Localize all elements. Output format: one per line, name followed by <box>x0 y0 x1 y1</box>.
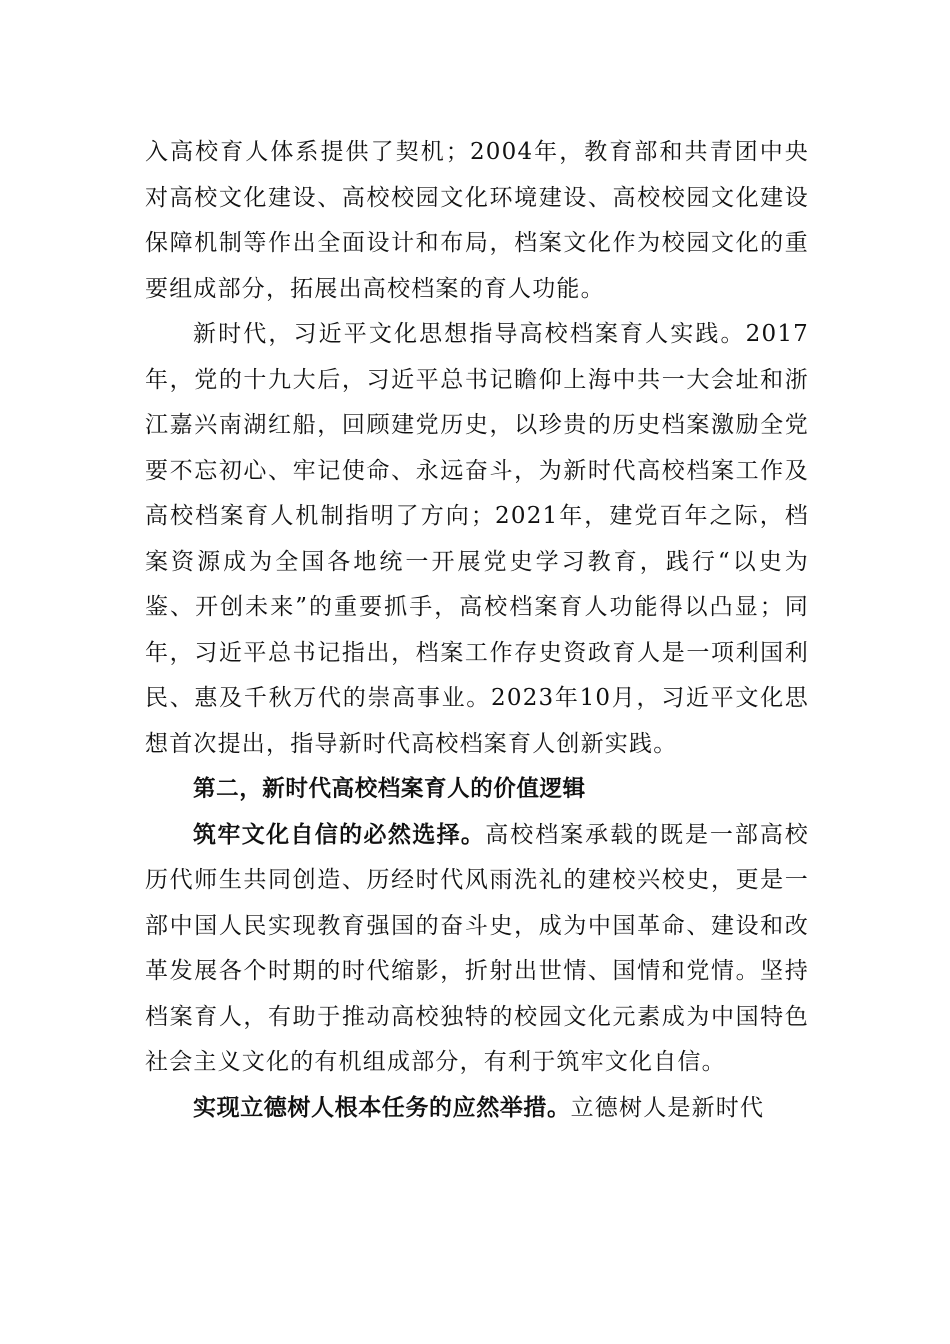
paragraph-body-moral-education: 立德树人是新时代 <box>570 1094 765 1121</box>
paragraph-new-era: 新时代，习近平文化思想指导高校档案育人实践。2017年，党的十九大后，习近平总书记瞻仰上海中共一大会址和浙江嘉兴南湖红船，回顾建党历史，以珍贵的历史档案激励全党要不忘初心、牢记使命、永远奋斗，为新时代高校档案工作及高校档案育人机制指明了方向；2021年，建党百年之际，档案资源成为全国各地统一开展党史学习教育，践行“以史为鉴、开创未来”的重要抓手，高校档案育人功能得以凸显；同年，习近平总书记指出，档案工作存史资政育人是一项利国利民、惠及千秋万代的崇高事业。2023年10月，习近平文化思想首次提出，指导新时代高校档案育人创新实践。 <box>145 321 809 757</box>
section-heading: 第二，新时代高校档案育人的价值逻辑 <box>193 776 586 802</box>
document-page <box>145 130 809 1131</box>
paragraph-lead-cultural-confidence: 筑牢文化自信的必然选择。 <box>193 821 486 848</box>
paragraph-lead-moral-education: 实现立德树人根本任务的应然举措。 <box>193 1094 571 1121</box>
paragraph-archive-culture: 入高校育人体系提供了契机；2004年，教育部和共青团中央对高校文化建设、高校校园文化环境建设、高校校园文化建设保障机制等作出全面设计和布局，档案文化作为校园文化的重要组成部分，拓展出高校档案的育人功能。 <box>145 139 809 302</box>
paragraph-body-cultural-confidence: 高校档案承载的既是一部高校历代师生共同创造、历经时代风雨洗礼的建校兴校史，更是一部中国人民实现教育强国的奋斗史，成为中国革命、建设和改革发展各个时期的时代缩影，折射出世情、国情和党情。坚持档案育人，有助于推动高校独特的校园文化元素成为中国特色社会主义文化的有机组成部分，有利于筑牢文化自信。 <box>145 821 809 1075</box>
paragraph-cultural-confidence <box>145 813 809 1086</box>
paragraph-moral-education <box>145 1086 809 1132</box>
